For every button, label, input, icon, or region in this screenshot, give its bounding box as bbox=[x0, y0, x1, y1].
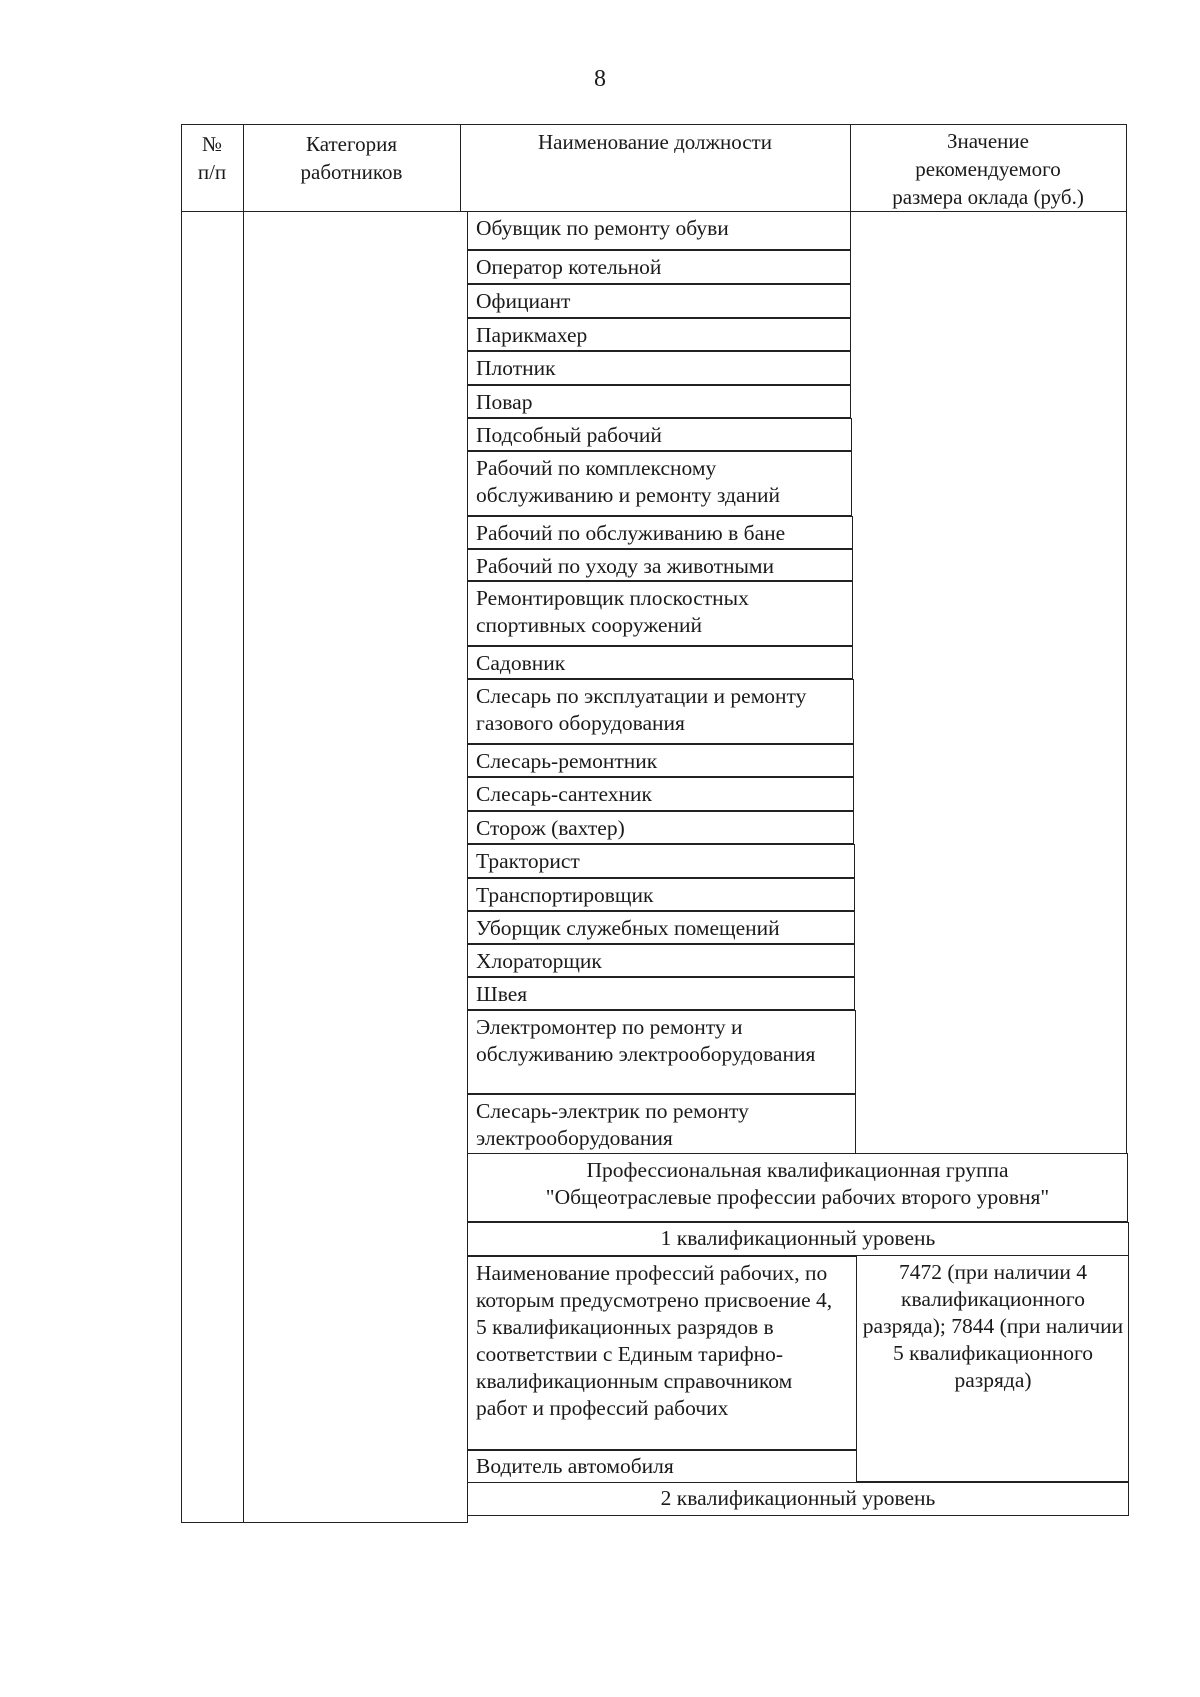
position-cell: Повар bbox=[467, 385, 851, 418]
level-1-salary-right-border bbox=[1128, 1256, 1129, 1482]
position-cell: Плотник bbox=[467, 351, 851, 385]
position-cell: Слесарь-ремонтник bbox=[467, 744, 854, 777]
header-salary-line2: рекомендуемого bbox=[915, 157, 1061, 181]
level-1-salary: 7472 (при наличии 4 квалификационного разряда); 7844 (при наличии 5 квалификационного разряда) bbox=[862, 1260, 1124, 1392]
position-cell: Парикмахер bbox=[467, 318, 851, 351]
position-cell: Швея bbox=[467, 977, 855, 1010]
num-column-divider bbox=[243, 124, 244, 1523]
table-top-border bbox=[181, 124, 1127, 125]
salary-column-right-border bbox=[1126, 124, 1127, 1154]
position-cell: Обувщик по ремонту обуви bbox=[467, 211, 851, 250]
position-cell: Транспортировщик bbox=[467, 878, 855, 911]
level-1-description: Наименование профессий рабочих, по которым предусмотрено присвоение 4, 5 квалификационных разрядов в соответствии с Единым тарифно-квалификационным справочником работ и профессий рабочих bbox=[467, 1256, 857, 1450]
position-cell: Ремонтировщик плоскостных спортивных сооружений bbox=[467, 581, 853, 646]
header-salary bbox=[850, 127, 1126, 211]
position-cell: Сторож (вахтер) bbox=[467, 811, 854, 844]
level-1-title: 1 квалификационный уровень bbox=[467, 1222, 1129, 1256]
header-salary-line1: Значение bbox=[947, 129, 1029, 153]
header-salary-line3: размера оклада (руб.) bbox=[892, 185, 1084, 209]
position-cell: Слесарь-электрик по ремонту электрооборудования bbox=[467, 1094, 856, 1154]
table-left-border bbox=[181, 124, 182, 1523]
header-number-line2: п/п bbox=[197, 160, 227, 184]
position-cell: Уборщик служебных помещений bbox=[467, 911, 855, 944]
position-cell: Подсобный рабочий bbox=[467, 418, 852, 451]
header-number bbox=[181, 130, 243, 186]
position-cell: Рабочий по обслуживанию в бане bbox=[467, 516, 853, 549]
position-cell: Официант bbox=[467, 284, 851, 318]
level-2-title: 2 квалификационный уровень bbox=[467, 1482, 1129, 1516]
position-cell: Электромонтер по ремонту и обслуживанию электрооборудования bbox=[467, 1010, 856, 1094]
level-1-salary-left-border bbox=[856, 1256, 857, 1482]
position-cell: Хлораторщик bbox=[467, 944, 855, 977]
header-category-line2: работников bbox=[300, 160, 403, 184]
position-cell: Слесарь-сантехник bbox=[467, 777, 854, 811]
level-1-driver: Водитель автомобиля bbox=[467, 1450, 857, 1483]
header-category bbox=[243, 130, 460, 186]
position-cell: Оператор котельной bbox=[467, 250, 851, 284]
position-cell: Рабочий по комплексному обслуживанию и ремонту зданий bbox=[467, 451, 852, 516]
position-cell: Тракторист bbox=[467, 844, 855, 878]
header-position: Наименование должности bbox=[538, 130, 772, 154]
table-bottom-left-border bbox=[181, 1522, 468, 1523]
position-cell: Рабочий по уходу за животными bbox=[467, 549, 853, 581]
position-cell: Садовник bbox=[467, 646, 853, 679]
position-cell: Слесарь по эксплуатации и ремонту газового оборудования bbox=[467, 679, 854, 744]
header-number-line1: № bbox=[201, 132, 223, 156]
group-title: Профессиональная квалификационная группа "Общеотраслевые профессии рабочих второго уровня" bbox=[467, 1153, 1128, 1222]
page-number: 8 bbox=[594, 66, 606, 92]
header-category-line1: Категория bbox=[306, 132, 397, 156]
